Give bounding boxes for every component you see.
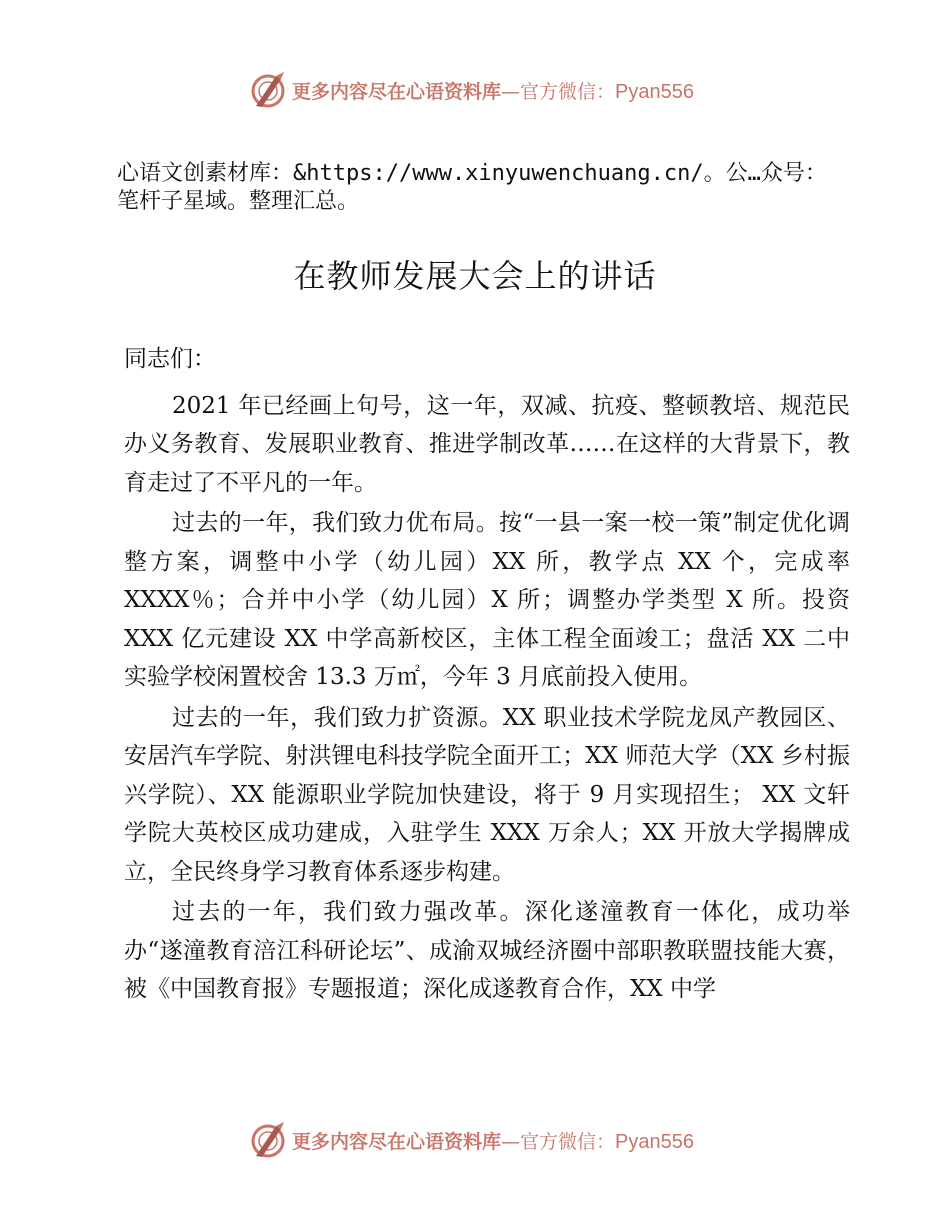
page-title: 在教师发展大会上的讲话	[293, 257, 657, 295]
paragraph: 过去的一年，我们致力强改革。深化遂潼教育一体化，成功举办“遂潼教育涪江科研论坛”、成渝双城经济圈中部职教联盟技能大赛，被《中国教育报》专题报道；深化成遂教育合作，XX 中学	[124, 899, 850, 1002]
banner-main-text: 更多内容尽在心语资料库	[292, 1130, 502, 1153]
quill-pen-circle-icon	[248, 70, 288, 110]
speech-body	[124, 340, 850, 1011]
salutation: 同志们：	[124, 346, 216, 372]
quill-pen-circle-icon	[248, 1120, 288, 1160]
paragraph: 过去的一年，我们致力扩资源。XX 职业技术学院龙凤产教园区、安居汽车学院、射洪锂电科技学院全面开工；XX 师范大学（XX 乡村振兴学院）、XX 能源职业学院加快建设，将于 9 月实现招生； XX 文轩学院大英校区成功建成，入驻学生 XXX 万余人；XX 开放大学揭牌成立，全民终身学习教育体系逐步构建。	[124, 704, 850, 885]
banner-dash: —	[501, 1130, 521, 1153]
banner-wechat-label: 官方微信：	[520, 80, 616, 103]
paragraph: 过去的一年，我们致力优布局。按“一县一案一校一策”制定优化调整方案，调整中小学（幼儿园）XX 所，教学点 XX 个，完成率 XXXX％；合并中小学（幼儿园）X 所；调整办学类型 X 所。投资 XXX 亿元建设 XX 中学高新校区，主体工程全面竣工；盘活 XX 二中实验学校闲置校舍 13.3 万㎡，今年 3 月底前投入使用。	[124, 510, 850, 690]
banner-main-text: 更多内容尽在心语资料库	[292, 80, 502, 103]
paragraph: 2021 年已经画上句号，这一年，双减、抗疫、整顿教培、规范民办义务教育、发展职业教育、推进学制改革……在这样的大背景下，教育走过了不平凡的一年。	[124, 392, 850, 496]
banner-wechat-id: Pyan556	[615, 1130, 694, 1153]
banner-text	[292, 1127, 694, 1154]
banner-text	[292, 77, 694, 104]
header-banner	[248, 68, 694, 112]
footer-banner	[248, 1118, 694, 1162]
source-line: 心语文创素材库：&https://www.xinyuwenchuang.cn/。公…众号：笔杆子星域。整理汇总。	[117, 161, 827, 214]
banner-wechat-id: Pyan556	[615, 80, 694, 103]
banner-wechat-label: 官方微信：	[520, 1130, 616, 1153]
banner-dash: —	[501, 80, 521, 103]
